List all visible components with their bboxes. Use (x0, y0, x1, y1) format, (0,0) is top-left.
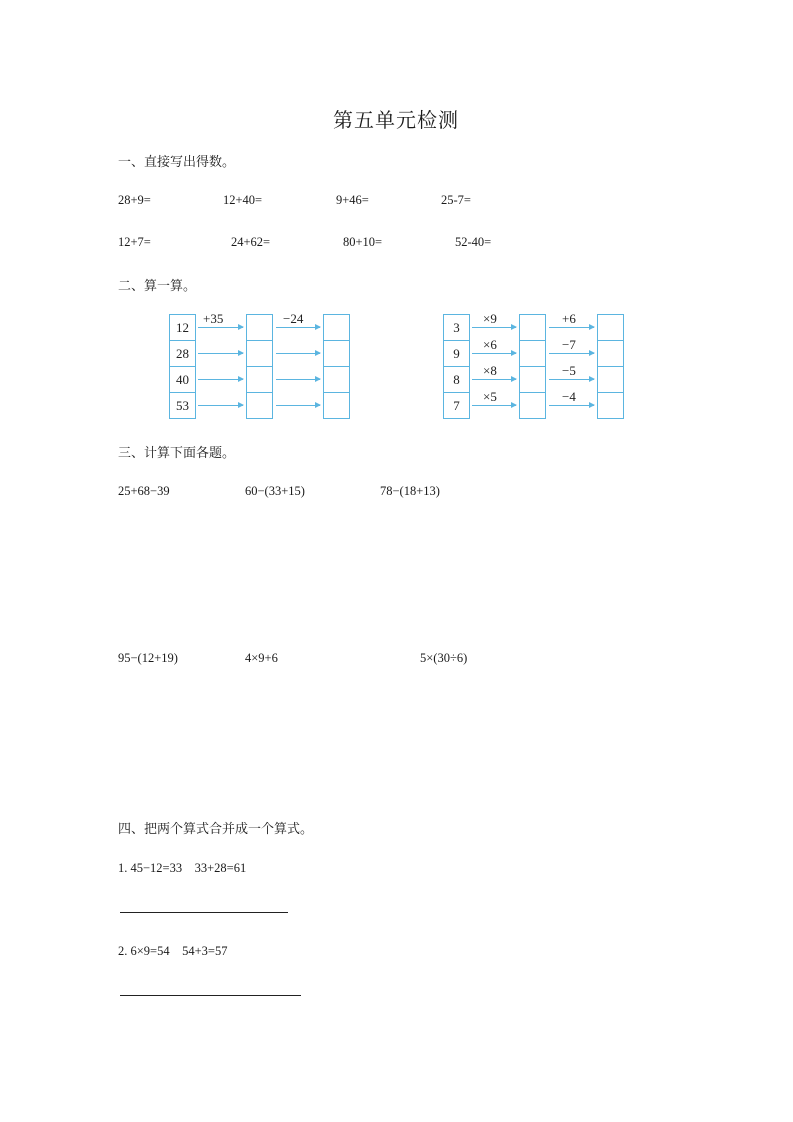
arrow-icon (549, 353, 594, 354)
arrow-icon (198, 353, 243, 354)
answer-cell[interactable] (519, 392, 546, 419)
input-cell: 9 (443, 340, 470, 367)
arrow-icon (549, 379, 594, 380)
arrow-icon (276, 405, 320, 406)
arrow-icon (549, 405, 594, 406)
operation-label: −24 (283, 311, 304, 326)
arrow-icon (472, 327, 516, 328)
answer-cell[interactable] (323, 314, 350, 341)
answer-cell[interactable] (323, 392, 350, 419)
answer-cell[interactable] (246, 314, 273, 341)
answer-cell[interactable] (597, 314, 624, 341)
answer-cell[interactable] (246, 392, 273, 419)
section-3-heading: 三、计算下面各题。 (118, 446, 236, 461)
answer-cell[interactable] (597, 340, 624, 367)
expression: 4×9+6 (245, 651, 278, 665)
expression: 52-40= (455, 235, 492, 249)
section-2-heading: 二、算一算。 (118, 279, 197, 294)
input-cell: 8 (443, 366, 470, 393)
answer-cell[interactable] (246, 340, 273, 367)
answer-cell[interactable] (519, 366, 546, 393)
expression: 12+40= (223, 193, 263, 207)
operation-label: ×8 (483, 363, 497, 378)
arrow-icon (198, 405, 243, 406)
arrow-icon (198, 379, 243, 380)
section-1-heading: 一、直接写出得数。 (118, 155, 236, 170)
list-item: 2. 6×9=54 54+3=57 (118, 944, 228, 958)
answer-cell[interactable] (597, 366, 624, 393)
input-cell: 40 (169, 366, 196, 393)
expression: 60−(33+15) (245, 484, 305, 498)
answer-cell[interactable] (519, 340, 546, 367)
expression: 5×(30÷6) (420, 651, 468, 665)
input-cell: 28 (169, 340, 196, 367)
arrow-icon (276, 353, 320, 354)
expression: 25-7= (441, 193, 471, 207)
expression: 80+10= (343, 235, 383, 249)
arrow-icon (276, 327, 320, 328)
operation-label: −7 (562, 337, 576, 352)
expression: 24+62= (231, 235, 271, 249)
arrow-icon (472, 353, 516, 354)
answer-line[interactable] (120, 995, 301, 996)
operation-label: ×5 (483, 389, 497, 404)
section-4-heading: 四、把两个算式合并成一个算式。 (118, 822, 314, 837)
expression: 12+7= (118, 235, 151, 249)
operation-label: ×9 (483, 311, 497, 326)
answer-cell[interactable] (323, 366, 350, 393)
input-cell: 53 (169, 392, 196, 419)
answer-cell[interactable] (323, 340, 350, 367)
answer-cell[interactable] (246, 366, 273, 393)
input-cell: 3 (443, 314, 470, 341)
input-cell: 7 (443, 392, 470, 419)
expression: 9+46= (336, 193, 369, 207)
expression: 95−(12+19) (118, 651, 178, 665)
operation-label: +6 (562, 311, 576, 326)
operation-label: −4 (562, 389, 576, 404)
arrow-icon (472, 405, 516, 406)
arrow-icon (276, 379, 320, 380)
answer-cell[interactable] (519, 314, 546, 341)
arrow-icon (198, 327, 243, 328)
arrow-icon (549, 327, 594, 328)
input-cell: 12 (169, 314, 196, 341)
answer-cell[interactable] (597, 392, 624, 419)
expression: 25+68−39 (118, 484, 170, 498)
expression: 28+9= (118, 193, 151, 207)
operation-label: +35 (203, 311, 224, 326)
operation-label: ×6 (483, 337, 497, 352)
answer-line[interactable] (120, 912, 288, 913)
list-item: 1. 45−12=33 33+28=61 (118, 861, 247, 875)
operation-label: −5 (562, 363, 576, 378)
expression: 78−(18+13) (380, 484, 440, 498)
arrow-icon (472, 379, 516, 380)
page-title: 第五单元检测 (333, 108, 459, 132)
